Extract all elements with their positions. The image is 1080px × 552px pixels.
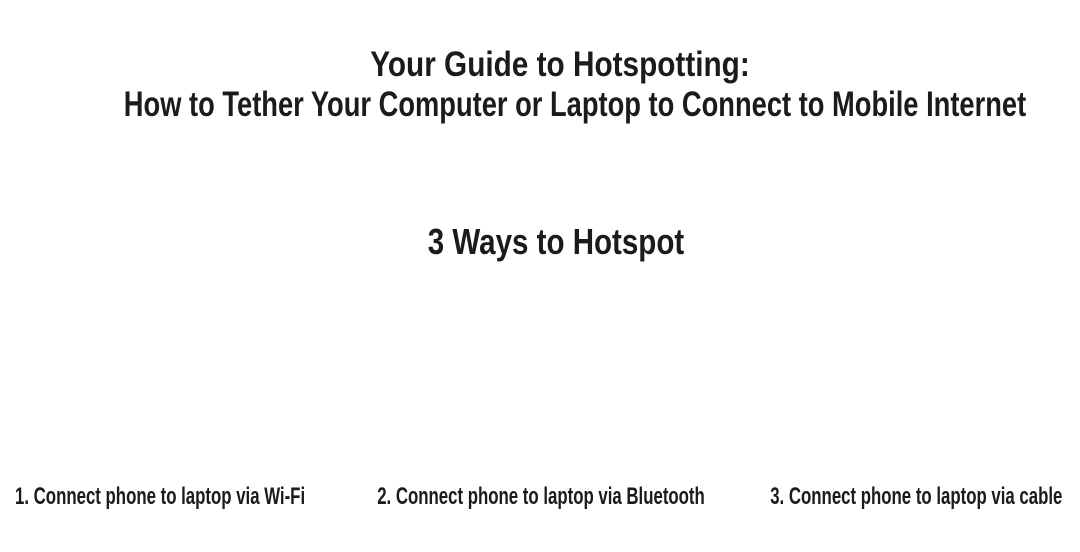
section-heading: 3 Ways to Hotspot (427, 221, 685, 262)
method-caption-cable: 3. Connect phone to laptop via cable (769, 483, 1062, 510)
page-title-line-1: Your Guide to Hotspotting: (370, 45, 750, 84)
method-caption-wifi: 1. Connect phone to laptop via Wi-Fi (15, 483, 306, 510)
page-title-line-2: How to Tether Your Computer or Laptop to Connect to Mobile Internet (123, 85, 1027, 124)
method-caption-bluetooth: 2. Connect phone to laptop via Bluetooth (377, 483, 705, 510)
